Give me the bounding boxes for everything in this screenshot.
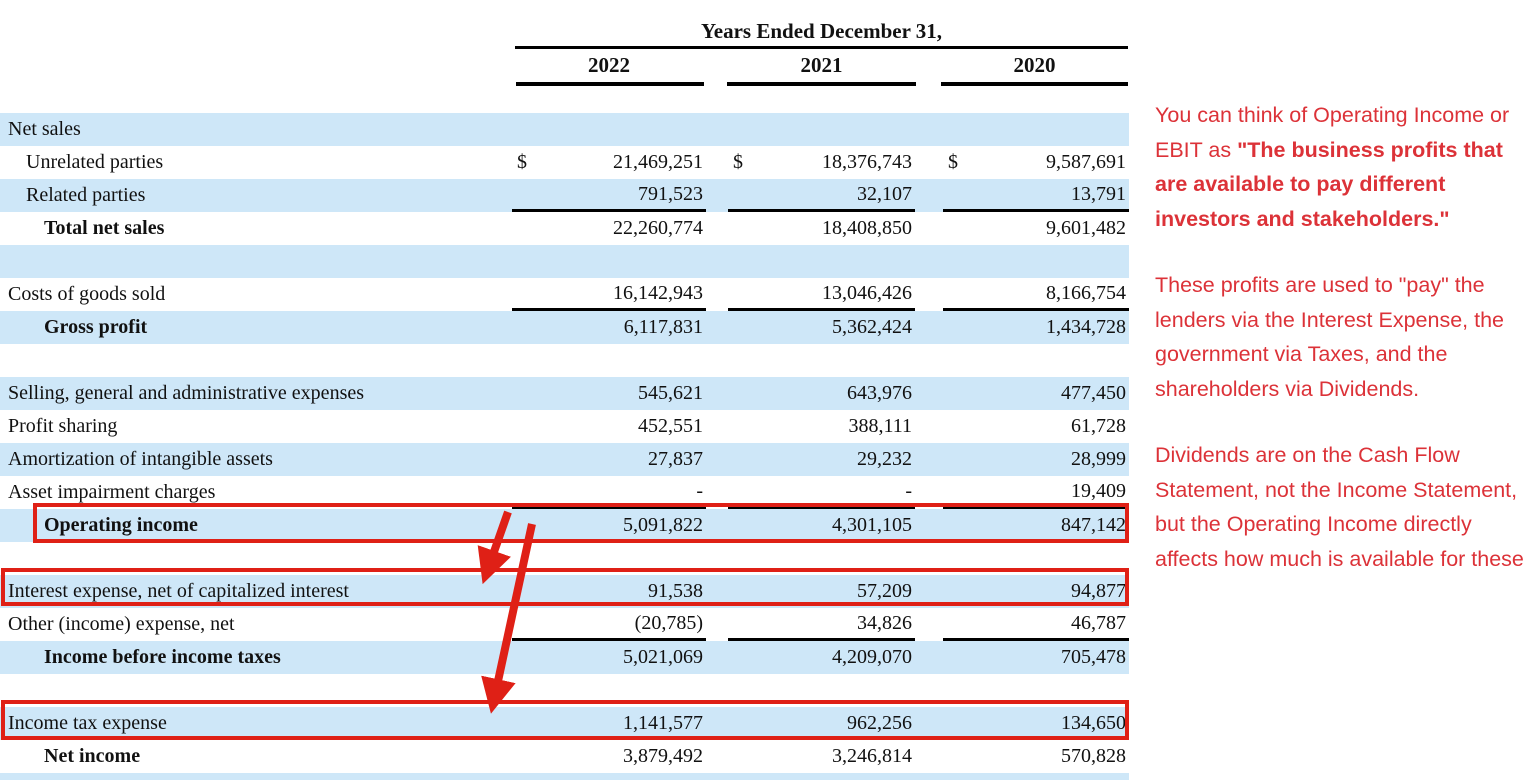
value-2020: 46,787 xyxy=(943,608,1129,641)
value-2021: 643,976 xyxy=(847,382,912,404)
value-2021 xyxy=(728,113,915,146)
value-2021: 34,826 xyxy=(728,608,915,641)
value-2021: 3,246,814 xyxy=(832,745,912,767)
value-2020: 61,728 xyxy=(1071,415,1126,437)
row-label: Operating income xyxy=(44,514,198,536)
value-2020: 570,828 xyxy=(1061,745,1126,767)
value-2022: 545,621 xyxy=(638,382,703,404)
row-label: Net sales xyxy=(8,118,81,140)
value-2020: 847,142 xyxy=(1061,514,1126,536)
value-2021: 962,256 xyxy=(847,712,912,734)
table-row-unrelated-parties xyxy=(0,146,1129,179)
value-2020: 1,434,728 xyxy=(1046,316,1126,338)
row-label: Asset impairment charges xyxy=(8,481,216,503)
value-2021: 4,301,105 xyxy=(832,514,912,536)
table-row-spacer xyxy=(0,773,1129,780)
value-text: 21,469,251 xyxy=(613,151,703,173)
row-label: Gross profit xyxy=(44,316,148,338)
table-row-profit-sharing xyxy=(0,410,1129,443)
value-2022: (20,785) xyxy=(512,608,706,641)
value-2021: 32,107 xyxy=(728,179,915,212)
value-2021: 388,111 xyxy=(848,415,912,437)
row-label: Income tax expense xyxy=(8,712,167,734)
value-2020: 94,877 xyxy=(1071,580,1126,602)
note-dividends: Dividends are on the Cash Flow Statement, not the Income Statement, but the Operating Income directly affects how much is available for these xyxy=(1155,443,1524,571)
value-2021: 29,232 xyxy=(857,448,912,470)
table-row-income-before-taxes xyxy=(0,641,1129,674)
value-2022: 3,879,492 xyxy=(623,745,703,767)
table-row-gross-profit xyxy=(0,311,1129,344)
row-label: Income before income taxes xyxy=(44,646,281,668)
column-rule-2022 xyxy=(516,82,704,86)
dollar-sign: $ xyxy=(517,151,527,173)
annotation-notes xyxy=(1155,98,1535,608)
value-2021 xyxy=(728,146,915,179)
value-2022: 5,021,069 xyxy=(623,646,703,668)
value-2022 xyxy=(512,113,706,146)
column-rule-2020 xyxy=(941,82,1128,86)
value-2022: 791,523 xyxy=(512,179,706,212)
value-2022: 1,141,577 xyxy=(623,712,703,734)
note-profits-used: These profits are used to "pay" the lenders via the Interest Expense, the government via Taxes, and the shareholders via Dividends. xyxy=(1155,273,1504,401)
column-rule-2021 xyxy=(727,82,916,86)
header-rule xyxy=(515,46,1128,49)
column-header-2022: 2022 xyxy=(588,53,630,77)
note-text-bold: "The business profits that are available to pay different investors and stakeholders." xyxy=(1155,137,1503,231)
column-header-2021: 2021 xyxy=(800,53,843,77)
note-operating-income xyxy=(1155,98,1535,236)
value-2020: 13,791 xyxy=(943,179,1129,212)
row-label: Interest expense, net of capitalized interest xyxy=(8,580,349,602)
note-text: You can think of Operating Income or EBIT as xyxy=(1155,103,1510,162)
row-label: Costs of goods sold xyxy=(8,283,166,305)
value-2021: 4,209,070 xyxy=(832,646,912,668)
value-2021: 5,362,424 xyxy=(832,316,912,338)
row-label: Related parties xyxy=(26,184,146,206)
value-2021: 18,408,850 xyxy=(822,217,912,239)
value-2021: 13,046,426 xyxy=(728,278,915,311)
table-row-net-income xyxy=(0,740,1129,773)
value-2022: 16,142,943 xyxy=(512,278,706,311)
table-row-other-income-expense xyxy=(0,608,1129,641)
table-title: Years Ended December 31, xyxy=(700,19,943,43)
table-row-spacer xyxy=(0,245,1129,278)
row-label: Net income xyxy=(44,745,141,767)
table-row-amortization xyxy=(0,443,1129,476)
value-2021: 57,209 xyxy=(857,580,912,602)
value-2020: 705,478 xyxy=(1061,646,1126,668)
value-text: 18,376,743 xyxy=(822,151,912,173)
value-2020 xyxy=(943,146,1129,179)
value-2022: 452,551 xyxy=(638,415,703,437)
row-label: Unrelated parties xyxy=(26,151,164,173)
highlight-box-interest-expense xyxy=(1,568,1129,606)
value-2020: 134,650 xyxy=(1061,712,1126,734)
row-label: Total net sales xyxy=(44,217,165,239)
value-2022: 5,091,822 xyxy=(623,514,703,536)
value-2020: 19,409 xyxy=(943,476,1129,509)
statement-table xyxy=(0,113,1129,780)
dollar-sign: $ xyxy=(948,151,958,173)
value-2020 xyxy=(943,113,1129,146)
highlight-box-income-tax-expense xyxy=(1,700,1129,740)
row-label: Other (income) expense, net xyxy=(8,613,235,635)
table-row-costs-of-goods-sold xyxy=(0,278,1129,311)
value-2022: 6,117,831 xyxy=(623,316,703,338)
column-header-2020: 2020 xyxy=(1013,53,1056,77)
value-2022: 27,837 xyxy=(648,448,703,470)
row-label: Selling, general and administrative expenses xyxy=(8,382,365,404)
value-2022: 91,538 xyxy=(648,580,703,602)
value-text: 9,587,691 xyxy=(1046,151,1126,173)
row-label: Profit sharing xyxy=(8,415,118,437)
table-row-spacer xyxy=(0,344,1129,377)
value-2022: - xyxy=(512,476,706,509)
table-row-net-sales xyxy=(0,113,1129,146)
dollar-sign: $ xyxy=(733,151,743,173)
value-2020: 8,166,754 xyxy=(943,278,1129,311)
highlight-box-operating-income xyxy=(33,503,1129,543)
value-2022: 22,260,774 xyxy=(613,217,703,239)
value-2020: 9,601,482 xyxy=(1046,217,1126,239)
table-row-sga-expenses xyxy=(0,377,1129,410)
value-2022 xyxy=(512,146,706,179)
table-row-related-parties xyxy=(0,179,1129,212)
row-label: Amortization of intangible assets xyxy=(8,448,273,470)
value-2020: 28,999 xyxy=(1071,448,1126,470)
value-2021: - xyxy=(728,476,915,509)
value-2020: 477,450 xyxy=(1061,382,1126,404)
table-row-total-net-sales xyxy=(0,212,1129,245)
